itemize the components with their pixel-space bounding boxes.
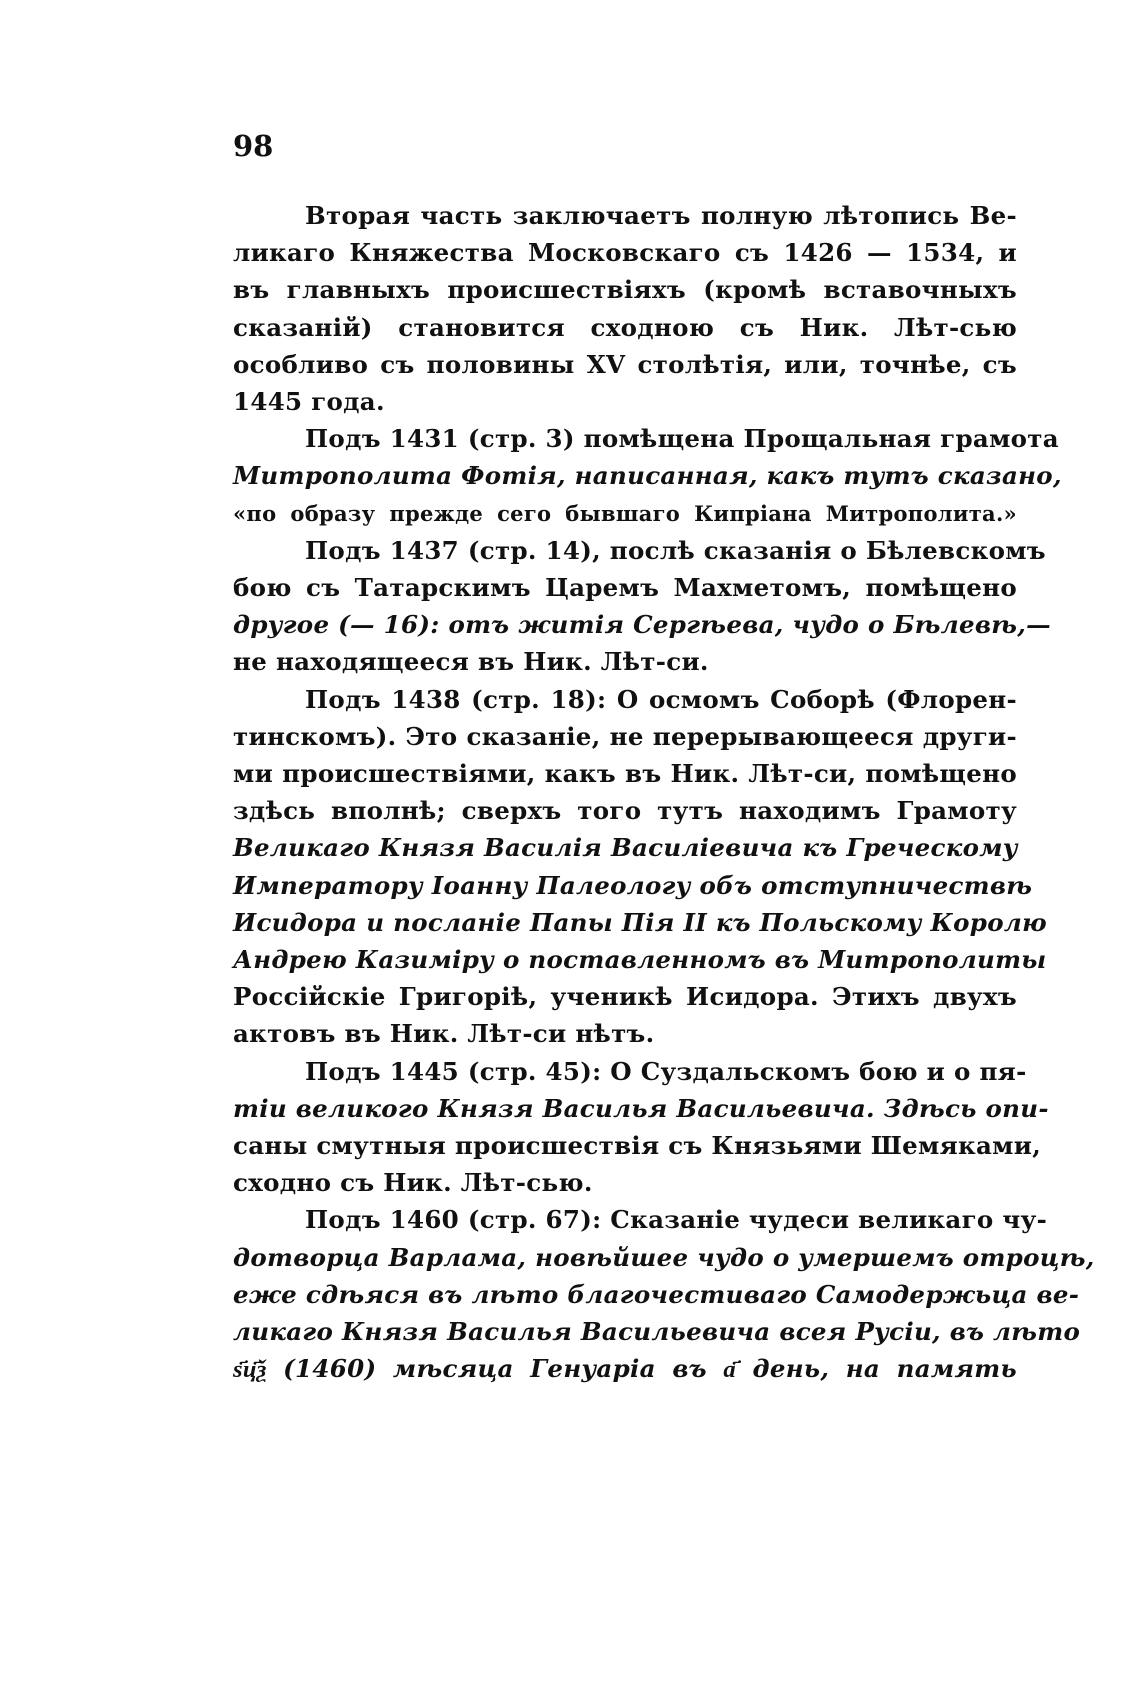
text-line: сказаній) становится сходною съ Ник. Лѣт-сью bbox=[233, 312, 1017, 342]
text-line: Вторая часть заключаетъ полную лѣтопись Ве- bbox=[305, 201, 1017, 230]
paragraph-2 bbox=[233, 420, 1062, 532]
text-line: еже сдѣяся въ лѣто благочестиваго Самодержьца ве- bbox=[233, 1279, 1080, 1309]
text-line: особливо съ половины XV столѣтія, или, точнѣе, съ bbox=[233, 349, 1017, 379]
text-line: бою съ Татарскимъ Царемъ Махметомъ, помѣщено bbox=[233, 573, 1017, 603]
text-line: Митрополита Фотія, написанная, какъ тутъ сказано, bbox=[233, 461, 1062, 491]
paragraph-6 bbox=[233, 1201, 1095, 1387]
text-line: актовъ въ Ник. Лѣт-си нѣтъ. bbox=[233, 1019, 655, 1049]
paragraph-1 bbox=[233, 197, 1017, 420]
text-line: 1445 года. bbox=[233, 387, 385, 417]
text-line: Исидора и посланіе Папы Пія II къ Польскому Королю bbox=[233, 907, 1047, 937]
text-line: Великаго Князя Василія Василіевича къ Греческому bbox=[233, 833, 1018, 863]
text-line: саны смутныя происшествія съ Князьями Шемяками, bbox=[233, 1131, 1042, 1161]
text-line: Императору Іоанну Палеологу объ отступничествѣ bbox=[233, 870, 1033, 900]
text-line: здѣсь вполнѣ; сверхъ того тутъ находимъ Грамоту bbox=[233, 796, 1017, 826]
text-line: ѕ҃ц҃ѯ (1460) мѣсяца Генуаріа въ а҃ день, на память bbox=[233, 1354, 1017, 1384]
text-line: Россійскіе Григоріѣ, ученикѣ Исидора. Этихъ двухъ bbox=[233, 982, 1017, 1012]
paragraph-4 bbox=[233, 681, 1047, 1053]
text-line: ликаго Княжества Московскаго съ 1426 — 1534, и bbox=[233, 238, 1017, 268]
text-line: Подъ 1460 (стр. 67): Сказаніе чудеси великаго чу- bbox=[305, 1205, 1048, 1235]
text-line: другое (— 16): отъ житія Сергѣева, чудо о Бѣлевѣ,— bbox=[233, 610, 1051, 640]
text-line: въ главныхъ происшествіяхъ (кромѣ вставочныхъ bbox=[233, 275, 1017, 305]
text-line: дотворца Варлама, новѣйшее чудо о умершемъ отроцѣ, bbox=[233, 1242, 1095, 1272]
paragraph-3 bbox=[233, 532, 1051, 681]
text-line: тіи великого Князя Василья Васильевича. Здѣсь опи- bbox=[233, 1093, 1049, 1123]
text-line: Подъ 1437 (стр. 14), послѣ сказанія о Бѣлевскомъ bbox=[305, 535, 1046, 565]
text-line: не находящееся въ Ник. Лѣт-си. bbox=[233, 647, 709, 677]
text-line: Подъ 1438 (стр. 18): О осмомъ Соборѣ (Флорен- bbox=[305, 684, 1017, 714]
text-line: тинскомъ). Это сказаніе, не перерывающееся други- bbox=[233, 721, 1017, 751]
text-line: ми происшествіями, какъ въ Ник. Лѣт-си, помѣщено bbox=[233, 759, 1017, 789]
text-line: ликаго Князя Василья Васильевича всея Русіи, въ лѣто bbox=[233, 1317, 1081, 1347]
page-number: 98 bbox=[233, 129, 274, 163]
text-line: Подъ 1445 (стр. 45): О Суздальскомъ бою и о пя- bbox=[305, 1056, 1027, 1086]
book-page bbox=[233, 129, 1095, 1388]
text-line: Подъ 1431 (стр. 3) помѣщена Прощальная грамота bbox=[305, 424, 1059, 454]
paragraph-5 bbox=[233, 1053, 1049, 1202]
quote-line: «по образу прежде сего бывшаго Кипріана Митрополита.» bbox=[233, 500, 1017, 526]
text-line: Андрею Казиміру о поставленномъ въ Митрополиты bbox=[233, 945, 1047, 975]
text-line: сходно съ Ник. Лѣт-сью. bbox=[233, 1168, 593, 1198]
